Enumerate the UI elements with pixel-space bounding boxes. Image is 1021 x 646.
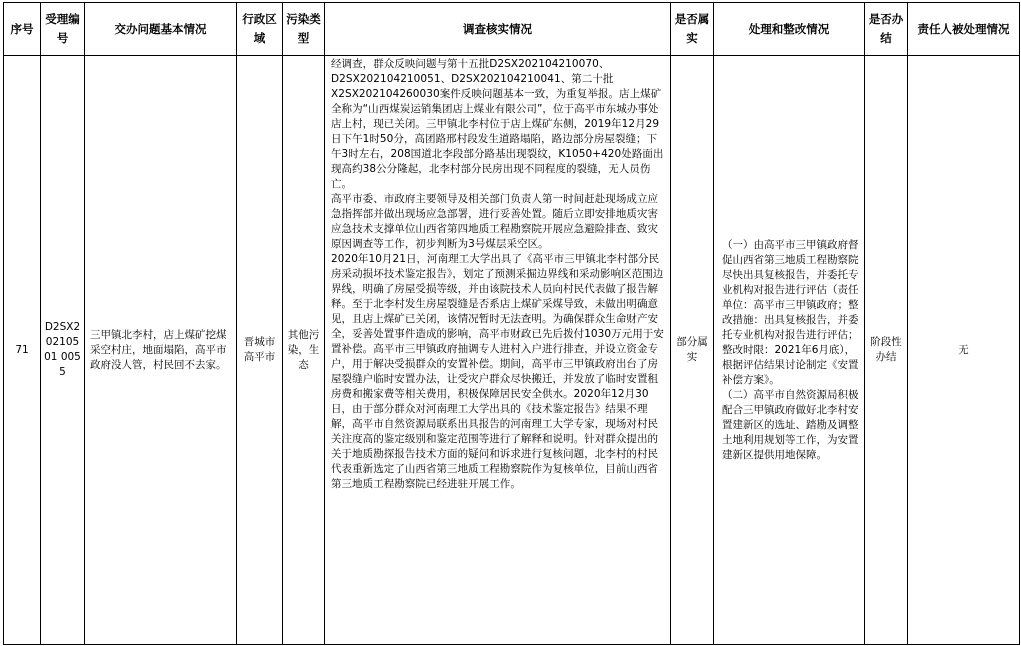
handling-item-2: （二）高平市自然资源局积极配合三甲镇政府做好北李村安置建新区的选址、踏勘及调整土地利用规划等工作，为安置建新区提供用地保障。: [722, 388, 859, 461]
header-verified: 是否属实: [671, 3, 714, 56]
investigation-paragraph-3: 2020年10月21日，河南理工大学出具了《高平市三甲镇北李村部分民房采动损坏技术鉴定报告》，划定了预测采掘边界线和采动影响区范围边界线，明确了房屋受损等级，并由该院技术人员向村民代表做了报告解释。至于北李村发生房屋裂缝是否系店上煤矿采煤导致，未做出明确意见，且店上煤矿已关闭，该情况暂时无法查明。为确保群众生命财产安全，妥善处置事件造成的影响，高平市财政已先后拨付1030万元用于安置补偿。高平市三甲镇政府抽调专人进村入户进行排查，并设立资金专户，用于解决受损群众的安置补偿。期间，高平市三甲镇政府出台了房屋裂缝户临时安置办法，让受灾户群众尽快搬迁，并发放了临时安置租房费和搬家费等相关费用，积极保障居民安全供水。2020年12月30日，由于部分群众对河南理工大学出具的《技术鉴定报告》结果不理解，高平市自然资源局联系出具报告的河南理工大学专家，现场对村民关注度高的鉴定级别和鉴定范围等进行了解释和说明。针对群众提出的关于地质勘探报告技术方面的疑问和诉求进行复核问题，北李村的村民代表重新选定了山西省第三地质工程勘察院作为复核单位，目前山西省第三地质工程勘察院已经进驻开展工作。: [331, 253, 664, 490]
supervision-table: [3, 2, 1020, 645]
cell-pollution: 其他污染，生态: [283, 56, 325, 645]
header-investigation: 调查核实情况: [325, 3, 671, 56]
cell-investigation: [325, 56, 671, 645]
cell-seq: 71: [4, 56, 41, 645]
cell-region: 晋城市高平市: [237, 56, 283, 645]
handling-item-1: （一）由高平市三甲镇政府督促山西省第三地质工程勘察院尽快出具复核报告，并委托专业机构对报告进行评估（责任单位：高平市三甲镇政府；整改措施：出具复核报告，并委托专业机构对报告进行评估；整改时限：2021年6月底），根据评估结果讨论制定《安置补偿方案》。: [722, 238, 859, 386]
cell-problem: 三甲镇北李村，店上煤矿挖煤采空村庄，地面塌陷，高平市政府没人管，村民回不去家。: [85, 56, 237, 645]
header-accountability: 责任人被处理情况: [908, 3, 1020, 56]
header-handling: 处理和整改情况: [714, 3, 865, 56]
header-id: 受理编号: [41, 3, 85, 56]
investigation-paragraph-2: 高平市委、市政府主要领导及相关部门负责人第一时间赶赴现场成立应急指挥部并做出现场应急部署，进行妥善处置。随后立即安排地质灾害应急技术支撑单位山西省第四地质工程勘察院开展应急避险排查、致灾原因调查等工作，初步判断为3号煤层采空区。: [331, 193, 659, 250]
header-pollution: 污染类型: [283, 3, 325, 56]
cell-closed: 阶段性办结: [865, 56, 908, 645]
table-row: [4, 56, 1020, 645]
header-closed: 是否办结: [865, 3, 908, 56]
investigation-paragraph-1: 经调查，群众反映问题与第十五批D2SX202104210070、D2SX202104210051、D2SX202104210041、第二十批X2SX202104260030案件反映问题基本一致，为重复举报。店上煤矿全称为“山西煤炭运销集团店上煤业有限公司”，位于高平市东城办事处店上村，现已关闭。三甲镇北李村位于店上煤矿东侧，2019年12月29日下午1时50分，高团路邢村段发生道路塌陷，路边部分房屋裂缝；下午3时左右，208国道北李段部分路基出现裂纹，K1050+420处路面出现高约38公分隆起，北李村部分民房出现不同程度的裂缝，无人员伤亡。: [331, 58, 664, 190]
cell-accountability: 无: [908, 56, 1020, 645]
header-seq: 序号: [4, 3, 41, 56]
header-row: [4, 3, 1020, 56]
cell-handling: [714, 56, 865, 645]
header-problem: 交办问题基本情况: [85, 3, 237, 56]
cell-id: D2SX20210501 0055: [41, 56, 85, 645]
header-region: 行政区域: [237, 3, 283, 56]
cell-verified: 部分属实: [671, 56, 714, 645]
